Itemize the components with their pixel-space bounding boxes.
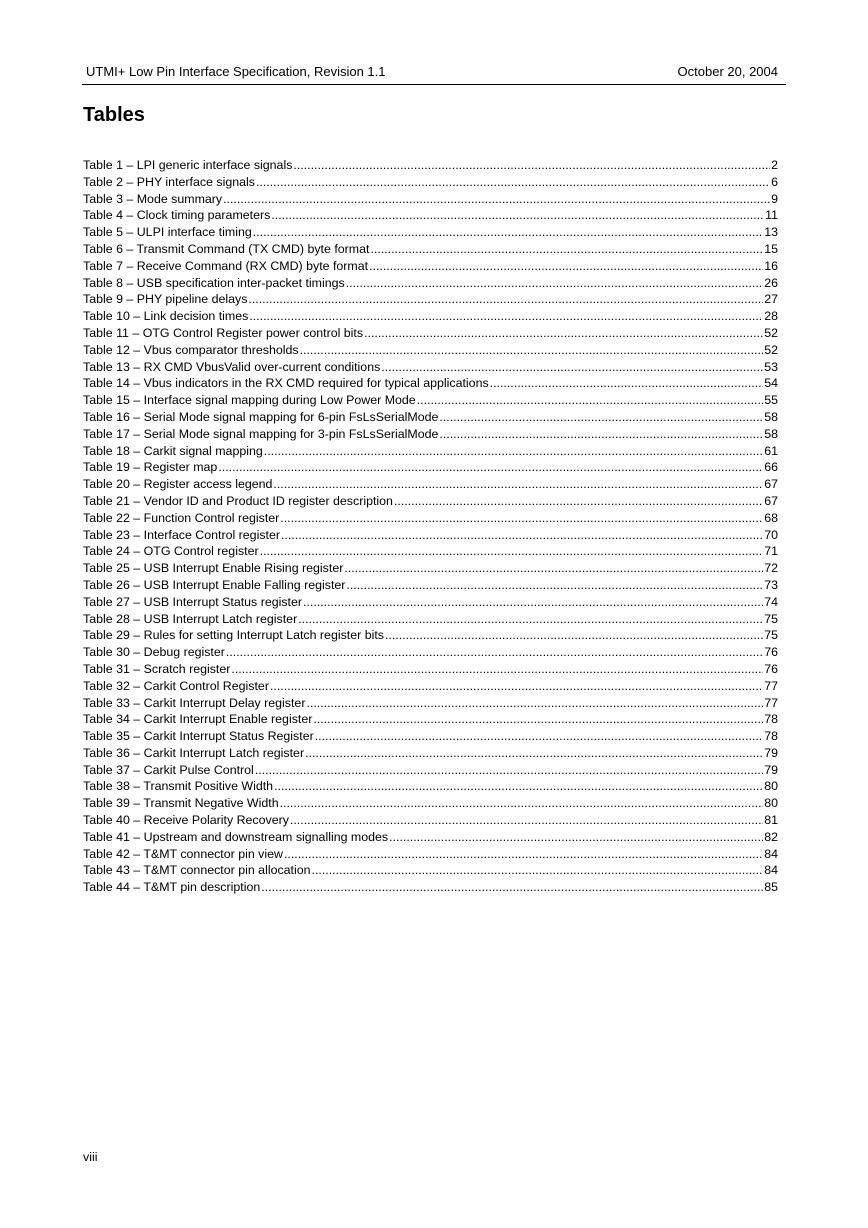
toc-entry[interactable]: [83, 459, 778, 476]
toc-entry-page: 16: [764, 258, 778, 273]
toc-entry-page: 79: [764, 745, 778, 760]
toc-entry-label: Table 30 – Debug register: [83, 645, 225, 660]
list-of-tables: [83, 157, 778, 896]
toc-entry[interactable]: [83, 191, 778, 208]
toc-entry[interactable]: [83, 745, 778, 762]
page-number: viii: [83, 1150, 98, 1164]
toc-entry-page: 52: [764, 342, 778, 357]
toc-entry[interactable]: [83, 258, 778, 275]
toc-entry[interactable]: [83, 275, 778, 292]
toc-entry-label: Table 20 – Register access legend: [83, 477, 273, 492]
toc-entry-label: Table 9 – PHY pipeline delays: [83, 292, 248, 307]
toc-entry-page: 27: [764, 292, 778, 307]
toc-entry-label: Table 33 – Carkit Interrupt Delay register: [83, 695, 306, 710]
toc-entry-page: 13: [764, 225, 778, 240]
toc-entry[interactable]: [83, 661, 778, 678]
toc-entry-label: Table 34 – Carkit Interrupt Enable register: [83, 712, 313, 727]
toc-entry[interactable]: [83, 527, 778, 544]
toc-entry-label: Table 14 – Vbus indicators in the RX CMD required for typical applications: [83, 376, 489, 391]
toc-entry-label: Table 16 – Serial Mode signal mapping for 6-pin FsLsSerialMode: [83, 409, 439, 424]
toc-dot-leader: [226, 644, 763, 661]
toc-entry-label: Table 41 – Upstream and downstream signalling modes: [83, 829, 389, 844]
toc-entry-label: Table 19 – Register map: [83, 460, 218, 475]
toc-dot-leader: [303, 594, 763, 611]
toc-dot-leader: [370, 241, 763, 258]
toc-entry-page: 78: [764, 712, 778, 727]
toc-entry[interactable]: [83, 560, 778, 577]
toc-entry-page: 81: [764, 813, 778, 828]
toc-dot-leader: [249, 308, 763, 325]
toc-dot-leader: [248, 291, 763, 308]
toc-entry-page: 84: [764, 846, 778, 861]
toc-dot-leader: [346, 577, 763, 594]
toc-entry-page: 76: [764, 661, 778, 676]
toc-dot-leader: [439, 426, 763, 443]
toc-entry-label: Table 2 – PHY interface signals: [83, 174, 255, 189]
toc-entry[interactable]: [83, 510, 778, 527]
toc-dot-leader: [223, 191, 770, 208]
toc-entry-label: Table 43 – T&MT connector pin allocation: [83, 863, 311, 878]
toc-dot-leader: [253, 224, 763, 241]
toc-entry-page: 80: [764, 796, 778, 811]
toc-entry-page: 9: [771, 191, 778, 206]
toc-dot-leader: [273, 476, 763, 493]
toc-entry-label: Table 3 – Mode summary: [83, 191, 223, 206]
toc-dot-leader: [344, 560, 763, 577]
toc-entry-label: Table 11 – OTG Control Register power control bits: [83, 325, 364, 340]
toc-entry-page: 84: [764, 863, 778, 878]
toc-entry-page: 75: [764, 611, 778, 626]
toc-entry-label: Table 26 – USB Interrupt Enable Falling register: [83, 577, 346, 592]
toc-entry[interactable]: [83, 241, 778, 258]
toc-entry[interactable]: [83, 493, 778, 510]
toc-entry-page: 80: [764, 779, 778, 794]
toc-dot-leader: [306, 695, 763, 712]
toc-entry-page: 28: [764, 309, 778, 324]
toc-entry-page: 85: [764, 880, 778, 895]
toc-entry-label: Table 42 – T&MT connector pin view: [83, 846, 283, 861]
toc-entry-label: Table 22 – Function Control register: [83, 510, 280, 525]
toc-entry-label: Table 38 – Transmit Positive Width: [83, 779, 274, 794]
toc-dot-leader: [312, 862, 764, 879]
toc-dot-leader: [274, 778, 763, 795]
toc-entry-page: 73: [764, 577, 778, 592]
toc-dot-leader: [271, 207, 764, 224]
toc-entry[interactable]: [83, 543, 778, 560]
toc-entry[interactable]: [83, 375, 778, 392]
toc-entry[interactable]: [83, 409, 778, 426]
toc-entry-page: 76: [764, 645, 778, 660]
toc-entry-label: Table 5 – ULPI interface timing: [83, 225, 252, 240]
toc-entry[interactable]: [83, 644, 778, 661]
toc-dot-leader: [381, 359, 763, 376]
toc-entry-label: Table 29 – Rules for setting Interrupt Latch register bits: [83, 628, 384, 643]
toc-entry-page: 82: [764, 829, 778, 844]
toc-entry-page: 71: [764, 544, 778, 559]
toc-entry-page: 58: [764, 426, 778, 441]
toc-dot-leader: [313, 711, 763, 728]
toc-entry-page: 53: [764, 359, 778, 374]
toc-entry[interactable]: [83, 359, 778, 376]
toc-entry-label: Table 40 – Receive Polarity Recovery: [83, 813, 289, 828]
toc-entry-label: Table 12 – Vbus comparator thresholds: [83, 342, 299, 357]
toc-entry-page: 2: [771, 158, 778, 172]
toc-entry-page: 11: [765, 208, 778, 223]
toc-dot-leader: [280, 510, 763, 527]
toc-entry-label: Table 13 – RX CMD VbusValid over-current conditions: [83, 359, 381, 374]
toc-dot-leader: [300, 342, 764, 359]
toc-dot-leader: [298, 611, 763, 628]
toc-entry-label: Table 39 – Transmit Negative Width: [83, 796, 279, 811]
toc-entry-label: Table 8 – USB specification inter-packet timings: [83, 275, 345, 290]
toc-entry-label: Table 31 – Scratch register: [83, 661, 231, 676]
toc-entry[interactable]: [83, 207, 778, 224]
toc-entry-page: 77: [764, 695, 778, 710]
toc-dot-leader: [270, 678, 763, 695]
toc-entry-label: Table 15 – Interface signal mapping during Low Power Mode: [83, 393, 416, 408]
toc-entry[interactable]: [83, 443, 778, 460]
toc-entry[interactable]: [83, 762, 778, 779]
toc-entry[interactable]: [83, 308, 778, 325]
toc-entry-label: Table 18 – Carkit signal mapping: [83, 443, 263, 458]
toc-dot-leader: [264, 443, 763, 460]
toc-dot-leader: [364, 325, 763, 342]
toc-entry[interactable]: [83, 829, 778, 846]
toc-entry[interactable]: [83, 476, 778, 493]
toc-entry-label: Table 24 – OTG Control register: [83, 544, 259, 559]
toc-entry-page: 66: [764, 460, 778, 475]
toc-entry-label: Table 44 – T&MT pin description: [83, 880, 261, 895]
toc-dot-leader: [284, 846, 763, 863]
toc-dot-leader: [231, 661, 763, 678]
toc-entry-page: 61: [764, 443, 778, 458]
toc-entry-label: Table 36 – Carkit Interrupt Latch register: [83, 745, 305, 760]
toc-entry-label: Table 32 – Carkit Control Register: [83, 678, 269, 693]
toc-dot-leader: [255, 762, 763, 779]
toc-entry[interactable]: [83, 678, 778, 695]
toc-dot-leader: [490, 375, 764, 392]
toc-entry[interactable]: [83, 157, 778, 174]
toc-dot-leader: [290, 812, 763, 829]
toc-entry[interactable]: [83, 627, 778, 644]
toc-entry[interactable]: [83, 224, 778, 241]
toc-entry[interactable]: [83, 778, 778, 795]
toc-entry-page: 54: [764, 376, 778, 391]
toc-dot-leader: [218, 459, 763, 476]
toc-entry[interactable]: [83, 325, 778, 342]
toc-entry-label: Table 27 – USB Interrupt Status register: [83, 594, 303, 609]
toc-entry[interactable]: [83, 577, 778, 594]
toc-entry[interactable]: [83, 879, 778, 896]
toc-entry[interactable]: [83, 611, 778, 628]
toc-entry[interactable]: [83, 711, 778, 728]
toc-entry[interactable]: [83, 862, 778, 879]
toc-entry-label: Table 10 – Link decision times: [83, 309, 249, 324]
toc-dot-leader: [369, 258, 763, 275]
toc-entry-label: Table 28 – USB Interrupt Latch register: [83, 611, 298, 626]
toc-entry[interactable]: [83, 342, 778, 359]
toc-entry-page: 26: [764, 275, 778, 290]
toc-dot-leader: [346, 275, 764, 292]
toc-entry-label: Table 37 – Carkit Pulse Control: [83, 762, 254, 777]
page-title: Tables: [83, 104, 145, 126]
toc-entry-page: 55: [764, 393, 778, 408]
toc-dot-leader: [394, 493, 763, 510]
toc-entry-page: 72: [764, 561, 778, 576]
toc-entry-page: 68: [764, 510, 778, 525]
toc-dot-leader: [281, 527, 763, 544]
toc-entry-page: 75: [764, 628, 778, 643]
toc-entry[interactable]: [83, 695, 778, 712]
toc-entry-label: Table 35 – Carkit Interrupt Status Register: [83, 729, 314, 744]
toc-dot-leader: [417, 392, 764, 409]
toc-dot-leader: [389, 829, 763, 846]
toc-entry[interactable]: [83, 291, 778, 308]
toc-dot-leader: [439, 409, 763, 426]
toc-dot-leader: [305, 745, 763, 762]
toc-dot-leader: [256, 174, 770, 191]
toc-dot-leader: [293, 157, 770, 174]
toc-entry-page: 6: [771, 174, 778, 189]
toc-entry[interactable]: [83, 812, 778, 829]
toc-dot-leader: [261, 879, 763, 896]
toc-entry-label: Table 21 – Vendor ID and Product ID register description: [83, 493, 393, 508]
toc-entry-page: 67: [764, 493, 778, 508]
page-header: [82, 62, 786, 85]
toc-entry[interactable]: [83, 426, 778, 443]
toc-entry-page: 15: [764, 241, 778, 256]
toc-entry-page: 67: [764, 477, 778, 492]
toc-entry-page: 58: [764, 409, 778, 424]
toc-dot-leader: [280, 795, 764, 812]
document-date: October 20, 2004: [677, 64, 778, 79]
toc-entry-page: 74: [764, 594, 778, 609]
toc-entry[interactable]: [83, 392, 778, 409]
toc-entry-page: 52: [764, 325, 778, 340]
toc-entry-label: Table 25 – USB Interrupt Enable Rising register: [83, 561, 344, 576]
toc-dot-leader: [260, 543, 764, 560]
toc-dot-leader: [385, 627, 763, 644]
toc-entry-label: Table 23 – Interface Control register: [83, 527, 280, 542]
toc-entry-page: 78: [764, 729, 778, 744]
toc-entry-label: Table 17 – Serial Mode signal mapping for 3-pin FsLsSerialMode: [83, 426, 439, 441]
toc-entry-label: Table 7 – Receive Command (RX CMD) byte format: [83, 258, 369, 273]
toc-entry[interactable]: [83, 795, 778, 812]
document-title: UTMI+ Low Pin Interface Specification, Revision 1.1: [86, 64, 386, 79]
toc-entry-label: Table 4 – Clock timing parameters: [83, 208, 271, 223]
toc-entry-page: 79: [764, 762, 778, 777]
toc-entry-label: Table 6 – Transmit Command (TX CMD) byte format: [83, 241, 370, 256]
toc-entry-page: 77: [764, 678, 778, 693]
toc-entry[interactable]: [83, 728, 778, 745]
toc-entry-label: Table 1 – LPI generic interface signals: [83, 158, 293, 172]
toc-entry[interactable]: [83, 846, 778, 863]
toc-entry-page: 70: [764, 527, 778, 542]
toc-entry[interactable]: [83, 594, 778, 611]
toc-entry[interactable]: [83, 174, 778, 191]
toc-dot-leader: [315, 728, 763, 745]
